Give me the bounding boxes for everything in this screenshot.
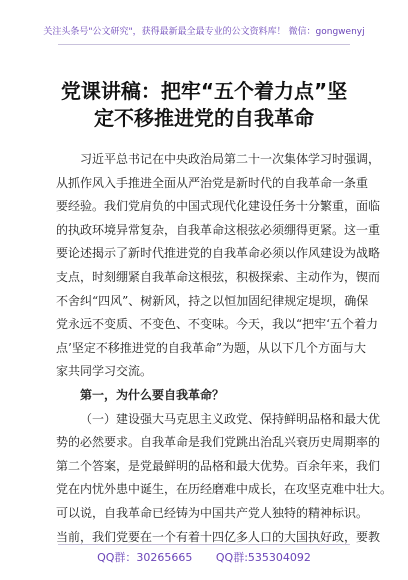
document-title	[0, 78, 408, 132]
text-line: 支点，时刻绷紧自我革命这根弦，积极探索、主动作为，锲而	[56, 269, 381, 284]
document-body	[56, 148, 393, 549]
paragraph-intro	[56, 148, 381, 384]
text-line: 不舍纠“四风”、树新风，持之以恒加固纪律规定堤坝，确保	[56, 293, 369, 308]
text-line: 的执政环境异常复杂，自我革命这根弦必须绷得更紧。这一重	[56, 222, 381, 237]
title-line-1: 党课讲稿：把牢“五个着力点”坚	[60, 79, 348, 103]
text-line: 要经验。我们党肩负的中国式现代化建设任务十分繁重，面临	[56, 199, 381, 214]
text-line: 党永远不变质、不变色、不变味。今天，我以“把牢‘五个着力	[56, 317, 378, 332]
paragraph-section-1	[56, 408, 393, 550]
section-heading: 第一，为什么要自我革命？	[80, 387, 225, 402]
text-line: 家共同学习交流。	[56, 364, 153, 379]
header-note: 关注头条号"公文研究"，获得最新最全最专业的公文资料库！ 微信：gongwenyj	[43, 27, 365, 37]
footer	[0, 549, 408, 565]
text-line: 习近平总书记在中央政治局第二十一次集体学习时强调，	[80, 152, 381, 166]
text-line: （一）建设强大马克思主义政党、保持鲜明品格和最大优	[80, 411, 381, 426]
text-line: 点’坚定不移推进党的自我革命”为题，从以下几个方面与大	[56, 340, 366, 355]
footer-qq-group-1: QQ群：30265665	[97, 551, 193, 564]
footer-qq-group-2: QQ群:535304092	[215, 551, 311, 564]
header-divider	[58, 44, 350, 45]
text-line: 党在内忧外患中诞生，在历经磨难中成长，在攻坚克难中壮大。	[56, 482, 393, 497]
text-line: 从抓作风入手推进全面从严治党是新时代的自我革命一条重	[56, 175, 369, 190]
text-line: 可以说，自我革命已经铸为中国共产党人独特的精神标识。	[56, 505, 369, 520]
text-line: 势的必然要求。自我革命是我们党跳出治乱兴衰历史周期率的	[56, 435, 381, 450]
title-line-2: 定不移推进党的自我革命	[94, 106, 314, 130]
text-line: 当前，我们党要在一个有着十四亿多人口的大国执好政，要教	[56, 529, 381, 544]
footer-divider	[58, 544, 350, 545]
text-line: 要论述揭示了新时代推进党的自我革命必须以作风建设为战略	[56, 246, 381, 261]
text-line: 第二个答案，是党最鲜明的品格和最大优势。百余年来，我们	[56, 458, 381, 473]
